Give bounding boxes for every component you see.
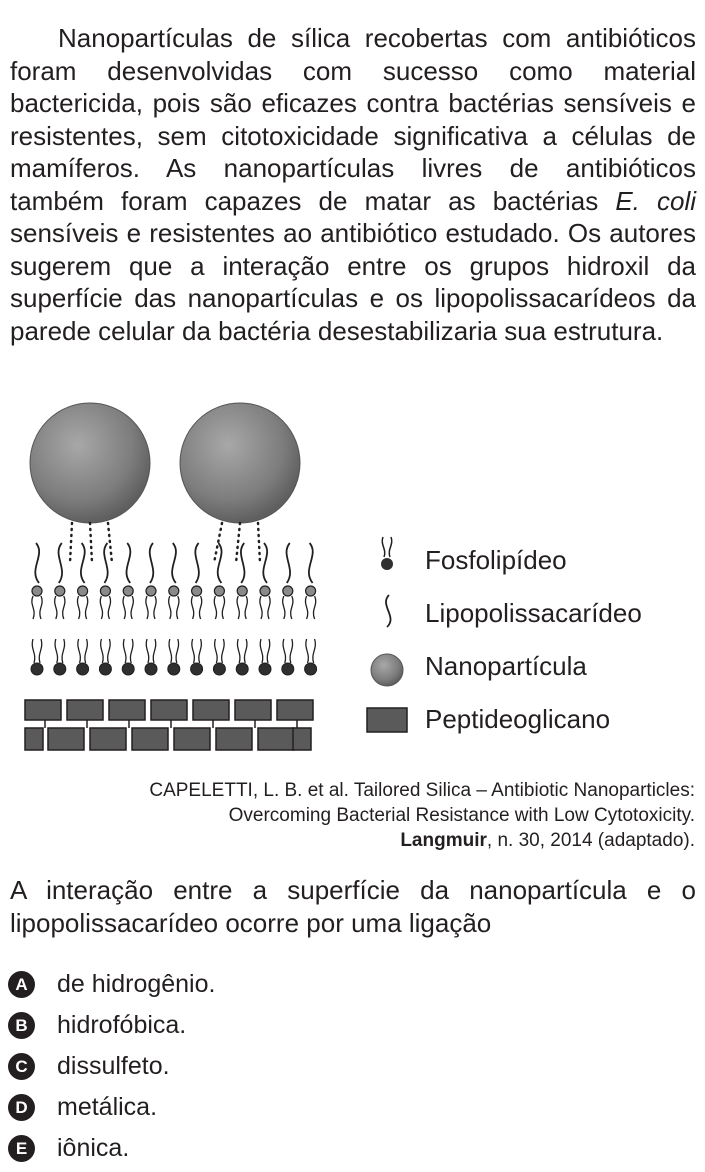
citation-journal: Langmuir xyxy=(400,830,487,851)
interaction-dotted-line xyxy=(108,523,112,563)
phospholipid-head xyxy=(213,663,225,675)
answer-options xyxy=(8,964,698,1169)
phospholipid-tail xyxy=(78,639,88,663)
phospholipid-icon xyxy=(382,537,392,557)
phospholipid-tail xyxy=(237,639,247,663)
citation-line1: CAPELETTI, L. B. et al. Tailored Silica – Antibiotic Nanoparticles: xyxy=(149,780,695,801)
lps-head xyxy=(192,586,202,596)
peptidoglycan-block xyxy=(90,728,126,750)
phospholipid-head xyxy=(305,663,317,675)
peptidoglycan-block xyxy=(258,728,294,750)
phospholipid-head xyxy=(54,663,66,675)
lps-tail xyxy=(305,596,315,619)
peptidoglycan-block xyxy=(151,700,187,720)
lps-chain xyxy=(126,543,130,583)
phospholipid-head xyxy=(99,663,111,675)
lps-tail xyxy=(146,596,156,619)
lps-head xyxy=(123,586,133,596)
option-a-letter: A xyxy=(8,971,35,998)
passage-part1: Nanopartículas de sílica recobertas com antibióticos foram desenvolvidas com sucesso como material bactericida, pois são eficazes contra bactérias sensíveis e resistentes, sem citotoxicidade significativa a células de mamíferos. As nanopartículas livres de antibióticos também foram capazes de matar as bactérias xyxy=(10,23,696,216)
passage-part2: sensíveis e resistentes ao antibiótico estudado. Os autores sugerem que a interação entre os grupos hidroxil da superfície das nanopartículas e os lipopolissacarídeos da parede celular da bactéria desestabilizaria sua estrutura. xyxy=(10,218,696,346)
lps-tail xyxy=(77,596,87,619)
lps-chain xyxy=(104,543,108,583)
peptidoglycan-block xyxy=(67,700,103,720)
phospholipid-tail xyxy=(306,639,316,663)
peptidoglycan-block xyxy=(235,700,271,720)
legend-label: Fosfolipídeo xyxy=(425,545,567,575)
lps-chain xyxy=(150,543,154,583)
phospholipid-head xyxy=(282,663,294,675)
passage-text xyxy=(10,22,696,347)
legend-label: Lipopolissacarídeo xyxy=(425,598,642,628)
passage-italic: E. coli xyxy=(615,185,696,216)
lps-head xyxy=(283,586,293,596)
option-e-text: iônica. xyxy=(57,1134,130,1162)
lps-chain xyxy=(35,543,39,583)
option-a-text: de hidrogênio. xyxy=(57,970,216,998)
phospholipid-head xyxy=(31,663,43,675)
lps-head xyxy=(214,586,224,596)
nanoparticle-sphere xyxy=(180,403,300,523)
lps-head xyxy=(146,586,156,596)
phospholipid-head xyxy=(145,663,157,675)
option-e-letter: E xyxy=(8,1135,35,1162)
interaction-dotted-line xyxy=(236,523,240,563)
lps-head xyxy=(32,586,42,596)
phospholipid-head xyxy=(259,663,271,675)
lps-head xyxy=(78,586,88,596)
lps-head xyxy=(260,586,270,596)
peptidoglycan-block xyxy=(216,728,252,750)
option-c-letter: C xyxy=(8,1053,35,1080)
option-c[interactable] xyxy=(8,1046,698,1087)
lps-chain xyxy=(81,543,85,583)
lps-tail xyxy=(100,596,110,619)
lps-chain xyxy=(195,543,199,583)
lps-head xyxy=(100,586,110,596)
phospholipid-tail xyxy=(123,639,133,663)
phospholipid-tail xyxy=(283,639,293,663)
question-stem: A interação entre a superfície da nanopartícula e o lipopolissacarídeo ocorre por uma ligação xyxy=(10,875,696,938)
peptidoglycan-block xyxy=(193,700,229,720)
peptidoglycan-block xyxy=(109,700,145,720)
lps-tail xyxy=(123,596,133,619)
phospholipid-tail xyxy=(55,639,65,663)
legend-label: Nanopartícula xyxy=(425,651,587,681)
phospholipid-tail xyxy=(146,639,156,663)
lps-tail xyxy=(32,596,42,619)
lps-tail xyxy=(283,596,293,619)
peptidoglycan-block xyxy=(132,728,168,750)
legend-label: Peptideoglicano xyxy=(425,704,611,734)
option-e[interactable] xyxy=(8,1128,698,1169)
peptidoglycan-block xyxy=(25,728,43,750)
option-d-text: metálica. xyxy=(57,1093,158,1121)
lps-head xyxy=(237,586,247,596)
lps-head xyxy=(306,586,316,596)
lipopolysaccharide-icon xyxy=(386,595,391,627)
interaction-dotted-line xyxy=(258,523,260,563)
peptidoglycan-icon xyxy=(367,708,407,732)
phospholipid-head xyxy=(191,663,203,675)
option-b[interactable] xyxy=(8,1005,698,1046)
interaction-dotted-line xyxy=(70,523,72,563)
citation-line3-rest: , n. 30, 2014 (adaptado). xyxy=(486,830,695,851)
peptidoglycan-block xyxy=(48,728,84,750)
peptidoglycan-block xyxy=(174,728,210,750)
lps-chain xyxy=(263,543,267,583)
phospholipid-head xyxy=(77,663,89,675)
interaction-dotted-line xyxy=(90,523,92,563)
lps-chain xyxy=(172,543,176,583)
membrane-diagram xyxy=(0,395,705,770)
phospholipid-tail xyxy=(215,639,225,663)
nanoparticle-sphere xyxy=(30,403,150,523)
phospholipid-tail xyxy=(260,639,270,663)
citation xyxy=(15,778,695,853)
phospholipid-tail xyxy=(169,639,179,663)
peptidoglycan-block xyxy=(293,728,311,750)
lps-tail xyxy=(260,596,270,619)
phospholipid-icon-head xyxy=(381,558,393,570)
lps-tail xyxy=(191,596,201,619)
phospholipid-head xyxy=(122,663,134,675)
citation-line3 xyxy=(15,828,695,853)
option-c-text: dissulfeto. xyxy=(57,1052,170,1080)
citation-line2: Overcoming Bacterial Resistance with Low Cytotoxicity. xyxy=(228,805,695,826)
lps-chain xyxy=(309,543,313,583)
phospholipid-head xyxy=(236,663,248,675)
lps-chain xyxy=(218,543,222,583)
phospholipid-tail xyxy=(192,639,202,663)
phospholipid-tail xyxy=(101,639,111,663)
lps-chain xyxy=(287,543,291,583)
lps-head xyxy=(169,586,179,596)
lps-chain xyxy=(59,543,63,583)
lps-head xyxy=(55,586,65,596)
peptidoglycan-block xyxy=(25,700,61,720)
option-d-letter: D xyxy=(8,1094,35,1121)
option-d[interactable] xyxy=(8,1087,698,1128)
option-b-text: hidrofóbica. xyxy=(57,1011,187,1039)
lps-chain xyxy=(241,543,245,583)
lps-tail xyxy=(214,596,224,619)
option-a[interactable] xyxy=(8,964,698,1005)
lps-tail xyxy=(169,596,179,619)
lps-tail xyxy=(237,596,247,619)
nanoparticle-icon xyxy=(371,654,403,686)
lps-tail xyxy=(55,596,65,619)
phospholipid-tail xyxy=(32,639,42,663)
option-b-letter: B xyxy=(8,1012,35,1039)
phospholipid-head xyxy=(168,663,180,675)
peptidoglycan-block xyxy=(277,700,313,720)
